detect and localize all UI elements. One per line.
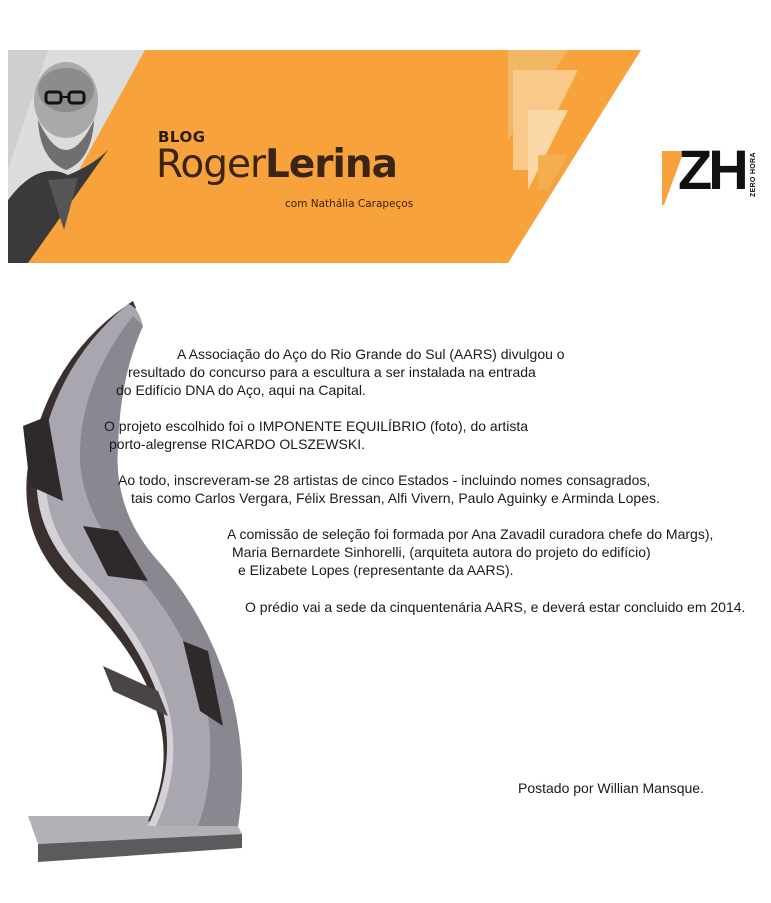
article-line: Ao todo, inscreveram-se 28 artistas de cinco Estados - incluindo nomes consagrados, <box>118 472 651 488</box>
article-line: O projeto escolhido foi o IMPONENTE EQUILÍBRIO (foto), do artista <box>104 418 529 434</box>
article-line: resultado do concurso para a escultura a ser instalada na entrada <box>128 364 536 380</box>
article-line: tais como Carlos Vergara, Félix Bressan, Alfi Vivern, Paulo Aguinky e Arminda Lopes. <box>131 490 660 506</box>
bearded-man-portrait-icon <box>8 50 145 263</box>
blog-subtitle: com Nathália Carapeços <box>285 198 414 210</box>
blog-title-first: Roger <box>156 142 265 187</box>
article-line: do Edifício DNA do Aço, aqui na Capital. <box>116 382 366 398</box>
article-line: e Elizabete Lopes (representante da AARS). <box>238 562 514 578</box>
post-author: Postado por Willian Mansque. <box>518 780 704 796</box>
zero-hora-logo <box>662 138 762 205</box>
blog-banner <box>8 50 641 263</box>
blog-title-last: Lerina <box>265 142 397 187</box>
article-line: A comissão de seleção foi formada por Ana Zavadil curadora chefe do Margs), <box>227 526 714 542</box>
article-line: A Associação do Aço do Rio Grande do Sul (AARS) divulgou o <box>177 346 565 362</box>
blog-label: BLOG <box>158 128 206 146</box>
logo-letters: ZH <box>678 138 745 201</box>
logo-side-text: ZERO HORA <box>750 152 757 197</box>
article-line: Maria Bernardete Sinhorelli, (arquiteta autora do projeto do edifício) <box>232 544 651 560</box>
article-line: O prédio vai a sede da cinquentenária AARS, e deverá estar concluido em 2014. <box>245 599 746 615</box>
blog-title <box>156 142 397 187</box>
article-line: porto-alegrense RICARDO OLSZEWSKI. <box>109 436 365 452</box>
